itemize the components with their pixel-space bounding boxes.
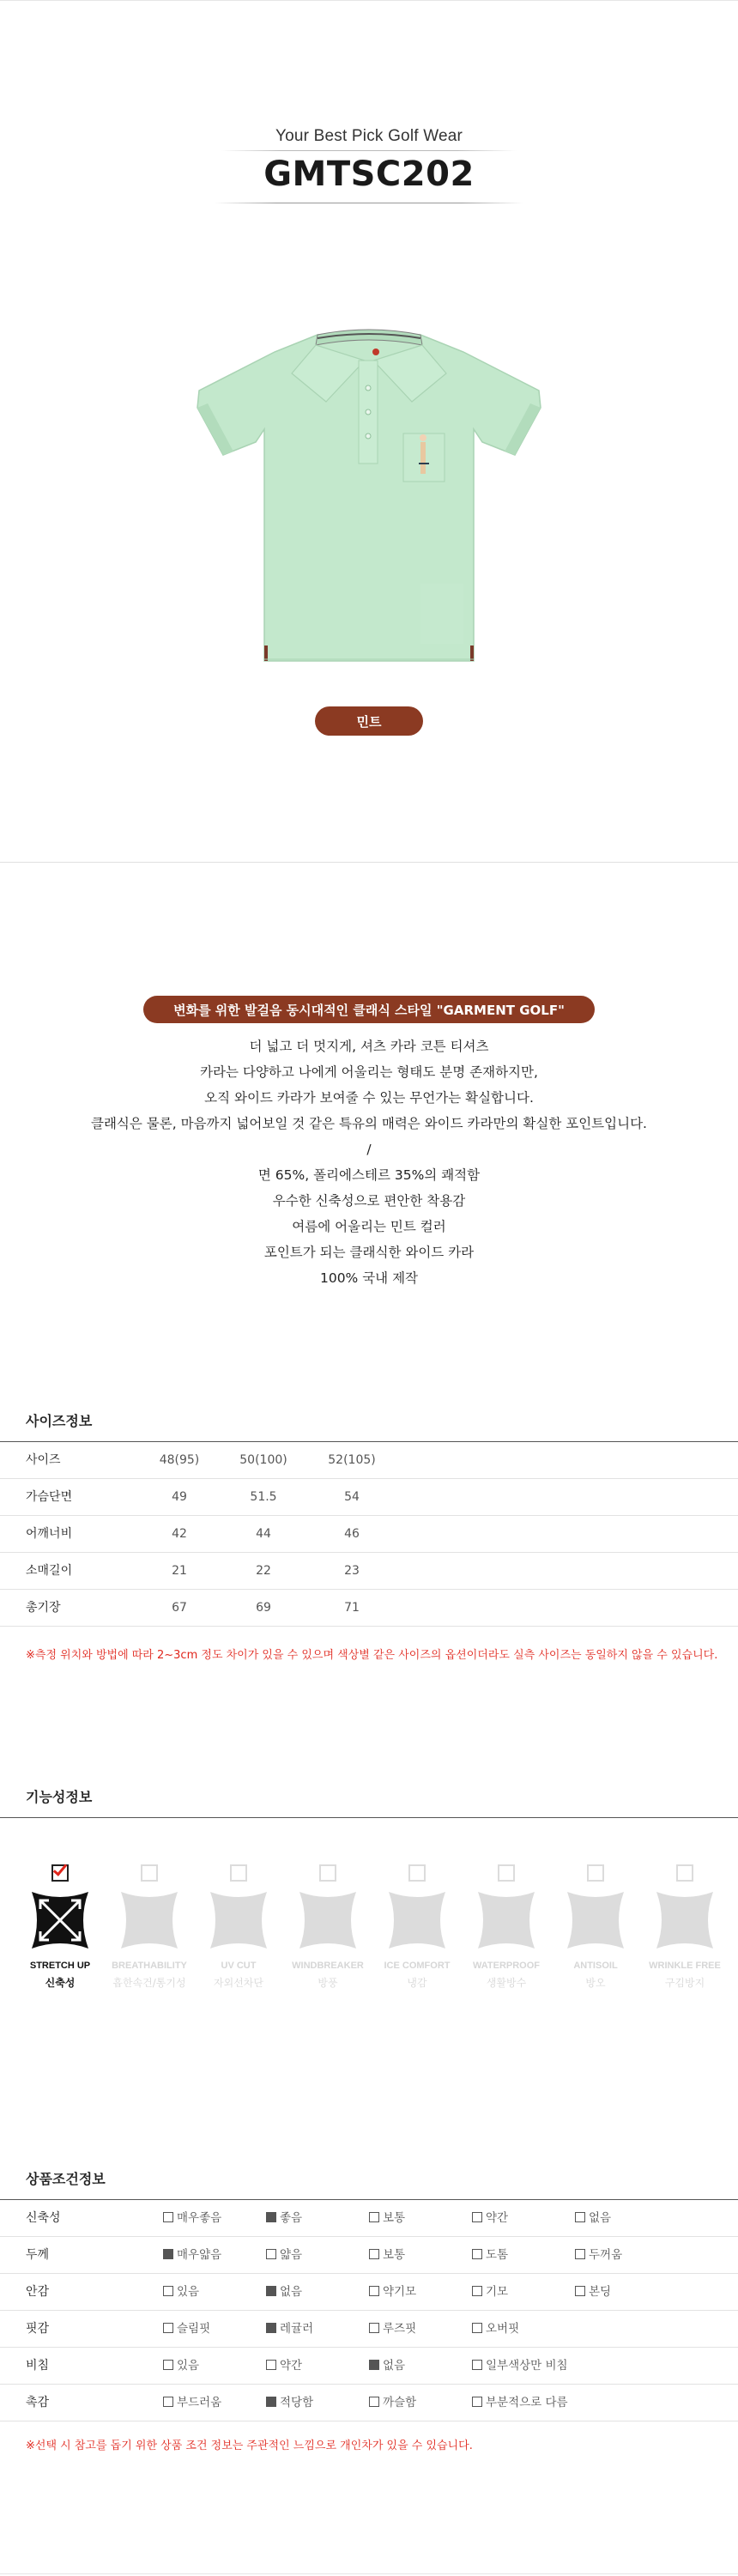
product-image (189, 326, 549, 687)
description-line: 오직 와이드 카라가 보여줄 수 있는 무언가는 확실합니다. (204, 1090, 534, 1106)
empty-checkbox-icon (676, 1864, 693, 1882)
function-waterproof (463, 1863, 549, 2000)
condition-option: 까슬함 (369, 2385, 416, 2421)
waterproof-icon (473, 1887, 540, 1954)
condition-option-selected: 좋음 (266, 2200, 302, 2237)
condition-option: 보통 (369, 2200, 405, 2237)
description-line: 면 65%, 폴리에스테르 35%의 쾌적함 (257, 1167, 481, 1183)
condition-option: 없음 (575, 2200, 611, 2237)
condition-row (0, 2385, 738, 2421)
condition-option: 일부색상만 비침 (472, 2348, 568, 2385)
size-cell: 50(100) (239, 1453, 287, 1467)
empty-checkbox-icon (141, 1864, 158, 1882)
condition-option: 루즈핏 (369, 2311, 416, 2348)
size-row-label: 총기장 (26, 1601, 61, 1615)
function-label-en: WRINKLE FREE (649, 1961, 721, 1971)
empty-checkbox-icon (319, 1864, 336, 1882)
function-wrinkle-free (642, 1863, 728, 2000)
function-label-ko: 생활방수 (486, 1977, 527, 1989)
function-label-ko: 방오 (585, 1977, 606, 1989)
empty-checkbox-icon (498, 1864, 515, 1882)
breathability-icon (116, 1887, 183, 1954)
windbreaker-icon (294, 1887, 361, 1954)
function-grid (17, 1863, 729, 2000)
checked-checkbox-icon (51, 1864, 69, 1882)
description-line: 우수한 신축성으로 편안한 착용감 (272, 1193, 466, 1209)
product-model: GMTSC202 (263, 155, 475, 194)
bottom-rule (0, 2573, 738, 2574)
condition-option: 기모 (472, 2274, 508, 2311)
condition-option: 약간 (472, 2200, 508, 2237)
empty-checkbox-icon (408, 1864, 426, 1882)
size-row-label: 어깨너비 (26, 1527, 73, 1541)
hero-subtitle: Your Best Pick Golf Wear (275, 127, 463, 145)
condition-option-selected: 매우얇음 (163, 2237, 221, 2274)
function-label-en: WINDBREAKER (292, 1961, 364, 1971)
condition-option: 본딩 (575, 2274, 611, 2311)
function-label-ko: 방풍 (318, 1977, 338, 1989)
function-label-en: UV CUT (221, 1961, 257, 1971)
condition-row-label: 비침 (26, 2359, 50, 2373)
condition-option: 도톰 (472, 2237, 508, 2274)
function-ice-comfort (374, 1863, 460, 2000)
condition-row (0, 2237, 738, 2274)
size-cell: 51.5 (250, 1490, 277, 1504)
function-stretch-up (17, 1863, 103, 2000)
function-breathability (106, 1863, 192, 2000)
condition-row-label: 핏감 (26, 2322, 50, 2336)
size-cell: 71 (344, 1601, 360, 1615)
function-label-en: STRETCH UP (29, 1961, 91, 1971)
condition-option: 두꺼움 (575, 2237, 622, 2274)
function-label-en: WATERPROOF (472, 1961, 540, 1971)
size-cell: 67 (172, 1601, 187, 1615)
function-label-ko: 흡한속건/통기성 (112, 1977, 186, 1989)
empty-checkbox-icon (230, 1864, 247, 1882)
condition-option: 부분적으로 다름 (472, 2385, 568, 2421)
condition-option: 있음 (163, 2274, 199, 2311)
condition-option: 매우좋음 (163, 2200, 221, 2237)
condition-row (0, 2200, 738, 2237)
function-label-ko: 구김방지 (664, 1977, 705, 1989)
color-option-badge: 민트 (315, 706, 423, 736)
condition-option: 슬림핏 (163, 2311, 210, 2348)
description-line: 더 넓고 더 멋지게, 셔츠 카라 코튼 티셔츠 (249, 1039, 489, 1054)
ice-comfort-icon (384, 1887, 451, 1954)
size-cell: 48(95) (159, 1453, 200, 1467)
size-cell: 54 (344, 1490, 360, 1504)
condition-option: 보통 (369, 2237, 405, 2274)
size-cell: 22 (256, 1564, 271, 1578)
description-headline: 변화를 위한 발걸음 동시대적인 클래식 스타일 "GARMENT GOLF" (143, 996, 595, 1023)
size-note: ※측정 위치와 방법에 따라 2~3cm 정도 차이가 있을 수 있으며 색상별 같은 사이즈의 옵션이더라도 실측 사이즈는 동일하지 않을 수 있습니다. (26, 1649, 718, 1662)
size-cell: 52(105) (328, 1453, 376, 1467)
function-info-title: 기능성정보 (26, 1789, 93, 1805)
size-row-label: 가슴단면 (26, 1490, 73, 1504)
function-label-ko: 자외선차단 (214, 1977, 263, 1989)
wrinkle-free-icon (651, 1887, 718, 1954)
size-info-title: 사이즈정보 (26, 1413, 93, 1429)
condition-option: 있음 (163, 2348, 199, 2385)
condition-row (0, 2311, 738, 2348)
size-row-label: 소매길이 (26, 1564, 73, 1578)
description-line: 100% 국내 제작 (319, 1270, 419, 1286)
size-row (0, 1516, 738, 1553)
size-row (0, 1553, 738, 1590)
function-label-en: ANTISOIL (573, 1961, 618, 1971)
condition-option-selected: 적당함 (266, 2385, 313, 2421)
condition-option-selected: 없음 (369, 2348, 405, 2385)
function-windbreaker (285, 1863, 371, 2000)
description-line: 여름에 어울리는 민트 컬러 (292, 1219, 446, 1234)
description-line: / (366, 1142, 372, 1157)
condition-option: 약간 (266, 2348, 302, 2385)
size-cell: 44 (256, 1527, 271, 1541)
function-label-ko: 냉감 (407, 1977, 427, 1989)
condition-row-label: 안감 (26, 2285, 50, 2299)
condition-option: 부드러움 (163, 2385, 221, 2421)
function-label-ko: 신축성 (45, 1977, 76, 1989)
condition-row (0, 2274, 738, 2311)
size-row (0, 1442, 738, 1479)
empty-checkbox-icon (587, 1864, 604, 1882)
description-line: 클래식은 물론, 마음까지 넓어보일 것 같은 특유의 매력은 와이드 카라만의 확실한 포인트입니다. (90, 1116, 647, 1131)
condition-option: 오버핏 (472, 2311, 519, 2348)
condition-row-label: 촉감 (26, 2396, 50, 2409)
condition-option: 약기모 (369, 2274, 416, 2311)
size-cell: 69 (256, 1601, 271, 1615)
condition-row-label: 두께 (26, 2248, 50, 2262)
function-label-en: BREATHABILITY (112, 1961, 187, 1971)
size-row (0, 1479, 738, 1516)
condition-row (0, 2348, 738, 2385)
condition-row-label: 신축성 (26, 2211, 61, 2225)
section-divider (0, 862, 738, 863)
size-cell: 49 (172, 1490, 187, 1504)
size-table (0, 1442, 738, 1627)
condition-info-title: 상품조건정보 (26, 2171, 106, 2187)
function-uv-cut (196, 1863, 281, 2000)
function-label-en: ICE COMFORT (384, 1961, 451, 1971)
size-cell: 46 (344, 1527, 360, 1541)
size-cell: 21 (172, 1564, 187, 1578)
hero-divider-top (221, 150, 517, 151)
size-row (0, 1590, 738, 1627)
stretch-arrows-icon (27, 1887, 94, 1954)
condition-option: 얇음 (266, 2237, 302, 2274)
condition-option-selected: 없음 (266, 2274, 302, 2311)
size-cell: 42 (172, 1527, 187, 1541)
uv-cut-icon (205, 1887, 272, 1954)
antisoil-icon (562, 1887, 629, 1954)
function-antisoil (553, 1863, 638, 2000)
size-row-label: 사이즈 (26, 1453, 61, 1467)
top-rule (0, 0, 738, 1)
condition-note: ※선택 시 참고를 돕기 위한 상품 조건 정보는 주관적인 느낌으로 개인차가 있을 수 있습니다. (26, 2440, 473, 2452)
description-line: 포인트가 되는 클래식한 와이드 카라 (263, 1245, 475, 1260)
description-body (0, 1033, 738, 1291)
description-line: 카라는 다양하고 나에게 어울리는 형태도 분명 존재하지만, (200, 1064, 538, 1080)
size-cell: 23 (344, 1564, 360, 1578)
function-info-rule (0, 1817, 738, 1818)
condition-option-selected: 레귤러 (266, 2311, 313, 2348)
condition-table (0, 2200, 738, 2421)
